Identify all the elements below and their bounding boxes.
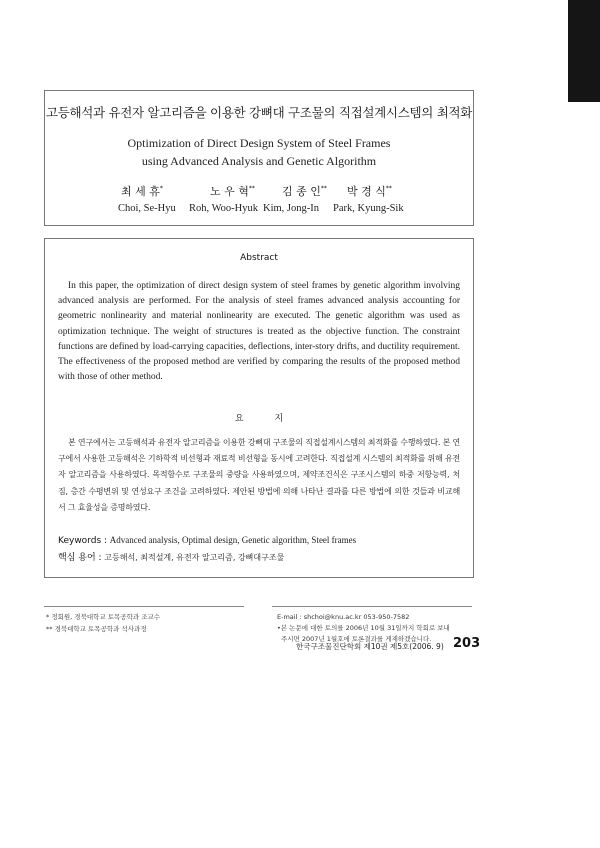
keywords-korean <box>58 550 468 563</box>
abstract-text: In this paper, the optimization of direct design system of steel frames by genetic algorithm involving advanced analysis are performed. For the analysis of steel frames advanced analysis accounting for geometric nonlinearity and material nonlinearity are executed. The genetic algorithm was used as optimization technique. The weight of structures is treated as the objective function. The constraint functions are defined by load-carrying capacities, deflections, inter-story drifts, and ductility requirement. The effectiveness of the proposed method are verified by comparing the results of the proposed method with those of other method. <box>58 281 460 383</box>
author-english-4: Park, Kyung-Sik <box>333 203 404 214</box>
author-korean-3: 김 종 인** <box>282 185 327 198</box>
korean-abstract-heading: 요 지 <box>234 414 298 424</box>
keywords-label: Keywords : <box>58 536 108 546</box>
korean-authors <box>45 183 473 197</box>
page-number: 203 <box>453 636 481 651</box>
abstract-box <box>44 238 474 578</box>
footnote-divider-left <box>44 606 244 607</box>
footnote-left-1: * 정회원, 경북대학교 토목공학과 조교수 <box>46 613 161 621</box>
keywords-value: Advanced analysis, Optimal design, Genetic algorithm, Steel frames <box>109 535 357 545</box>
english-title-line1: Optimization of Direct Design System of Steel Frames <box>127 136 391 150</box>
english-authors <box>45 203 473 217</box>
keywords-korean-value: 고등해석, 최적설계, 유전자 알고리즘, 강뼈대구조물 <box>104 553 285 562</box>
author-english-1: Choi, Se-Hyu <box>118 203 176 214</box>
footnote-left-2: ** 경북대학교 토목공학과 석사과정 <box>46 625 147 633</box>
journal-info: 한국구조물진단학회 제10권 제5호(2006. 9) <box>296 642 444 651</box>
edge-bar <box>568 0 600 102</box>
author-korean-2: 노 우 혁** <box>210 185 255 198</box>
footnote-email: E-mail : shchoi@knu.ac.kr 053-950-7582 <box>277 613 410 621</box>
footnote-divider-right <box>272 606 472 607</box>
abstract-heading: Abstract <box>240 253 278 263</box>
author-korean-4: 박 경 식** <box>347 185 392 198</box>
author-korean-1: 최 세 휴* <box>121 185 163 198</box>
korean-abstract-text: 본 연구에서는 고등해석과 유전자 알고리즘을 이용한 강뼈대 구조물의 직접설계시스템의 최적화를 수행하였다. 본 연구에서 사용한 고등해석은 기하학적 비선형과 재료적 비선형을 동시에 고려한다. 직접설계 시스템의 최적화를 위해 유전자 알고리즘을 사용하였다. 목적함수로 구조물의 중량을 사용하였으며, 제약조건식은 구조시스템의 하중 저항능력, 처짐, 층간 수평변위 및 연성요구 조건을 고려하였다. 제안된 방법에 의해 나타난 결과를 다른 방법에 의한 것들과 비교해서 그 효율성을 증명하였다. <box>58 438 460 512</box>
footnote-discussion-1: •본 논문에 대한 토의를 2006년 10월 31일까지 학회로 보내 <box>277 624 450 632</box>
footnote-discussion-2: 주시면 2007년 1월호에 토론결과를 게재하겠습니다. <box>281 635 432 643</box>
korean-title: 고등해석과 유전자 알고리즘을 이용한 강뼈대 구조물의 직접설계시스템의 최적화 <box>45 105 473 120</box>
title-box <box>44 90 474 226</box>
author-english-3: Kim, Jong-In <box>263 203 319 214</box>
author-english-2: Roh, Woo-Hyuk <box>189 203 258 214</box>
keywords-english <box>58 535 468 546</box>
english-title-line2: using Advanced Analysis and Genetic Algorithm <box>141 154 377 168</box>
keywords-korean-label: 핵심 용어 : <box>58 553 102 563</box>
